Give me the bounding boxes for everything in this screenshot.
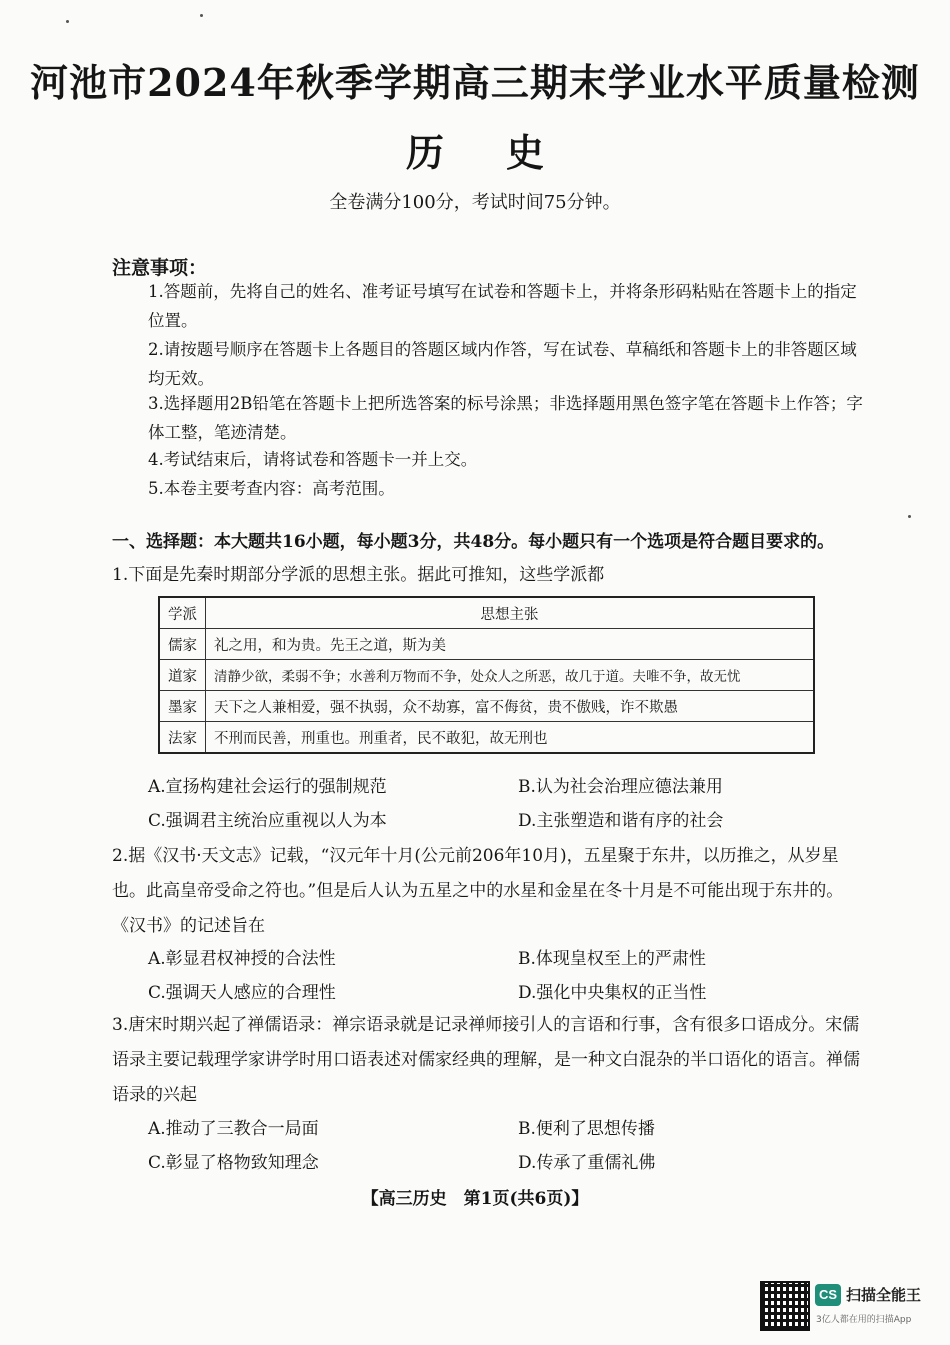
subject-title bbox=[0, 122, 950, 177]
table-cell-school: 儒家 bbox=[159, 629, 206, 660]
score-time-line: 全卷满分100分，考试时间75分钟。 bbox=[329, 192, 621, 213]
table-cell-school: 道家 bbox=[159, 660, 206, 691]
question-3-option-a: A.推动了三教合一局面 bbox=[148, 1119, 319, 1139]
table-cell-ideas: 不刑而民善，刑重也。刑重者，民不敢犯，故无刑也 bbox=[206, 722, 815, 754]
page-footer: 【高三历史 第1页(共6页)】 bbox=[361, 1189, 589, 1209]
notice-item: 5.本卷主要考查内容：高考范围。 bbox=[148, 479, 395, 498]
question-3-option-c: C.彰显了格物致知理念 bbox=[148, 1153, 319, 1173]
question-1-table bbox=[158, 596, 815, 754]
table-cell-school: 法家 bbox=[159, 722, 206, 754]
table-header-ideas: 思想主张 bbox=[206, 597, 815, 629]
question-3-option-d: D.传承了重儒礼佛 bbox=[518, 1153, 656, 1173]
question-3-stem: 3.唐宋时期兴起了禅儒语录：禅宗语录就是记录禅师接引人的言语和行事，含有很多口语成分。宋儒语录主要记载理学家讲学时用口语表述对儒家经典的理解，是一种文白混杂的半口语化的语言。禅儒语录的兴起 bbox=[112, 1015, 860, 1105]
question-2-option-b: B.体现皇权至上的严肃性 bbox=[518, 949, 706, 969]
scanner-tagline: 3亿人都在用的扫描App bbox=[816, 1315, 912, 1325]
question-1-stem: 1.下面是先秦时期部分学派的思想主张。据此可推知，这些学派都 bbox=[112, 565, 605, 585]
question-2-option-a: A.彰显君权神授的合法性 bbox=[148, 949, 336, 969]
table-row bbox=[159, 691, 814, 722]
section-heading: 一、选择题：本大题共16小题，每小题3分，共48分。每小题只有一个选项是符合题目要求的。 bbox=[112, 532, 835, 552]
scan-speck bbox=[908, 515, 911, 518]
table-row bbox=[159, 629, 814, 660]
subject-char-2: 史 bbox=[505, 130, 544, 175]
scan-speck bbox=[66, 20, 69, 23]
notice-heading: 注意事项： bbox=[112, 257, 208, 279]
question-2-option-c: C.强调天人感应的合理性 bbox=[148, 983, 336, 1003]
question-1-option-b: B.认为社会治理应德法兼用 bbox=[518, 777, 723, 797]
table-header-school: 学派 bbox=[159, 597, 206, 629]
table-header-row bbox=[159, 597, 814, 629]
question-1-option-a: A.宣扬构建社会运行的强制规范 bbox=[148, 777, 387, 797]
notice-item: 2.请按题号顺序在答题卡上各题目的答题区域内作答，写在试卷、草稿纸和答题卡上的非答题区域均无效。 bbox=[148, 340, 857, 388]
exam-title: 河池市2024年秋季学期高三期末学业水平质量检测 bbox=[30, 60, 920, 105]
question-1-option-d: D.主张塑造和谐有序的社会 bbox=[518, 811, 724, 831]
table-row bbox=[159, 722, 814, 754]
question-2-stem: 2.据《汉书·天文志》记载，“汉元年十月(公元前206年10月)，五星聚于东井，以历推之，从岁星也。此高皇帝受命之符也。”但是后人认为五星之中的水星和金星在冬十月是不可能出现于东井的。《汉书》的记述旨在 bbox=[112, 846, 844, 936]
camscanner-logo-icon: CS bbox=[815, 1284, 841, 1306]
question-1-option-c: C.强调君主统治应重视以人为本 bbox=[148, 811, 387, 831]
table-row bbox=[159, 660, 814, 691]
notice-item: 1.答题前，先将自己的姓名、准考证号填写在试卷和答题卡上，并将条形码粘贴在答题卡上的指定位置。 bbox=[148, 282, 857, 330]
question-3-option-b: B.便利了思想传播 bbox=[518, 1119, 655, 1139]
table-cell-ideas: 清静少欲，柔弱不争；水善利万物而不争，处众人之所恶，故几于道。夫唯不争，故无忧 bbox=[206, 660, 815, 691]
question-2-option-d: D.强化中央集权的正当性 bbox=[518, 983, 707, 1003]
notice-item: 3.选择题用2B铅笔在答题卡上把所选答案的标号涂黑；非选择题用黑色签字笔在答题卡上作答；字体工整，笔迹清楚。 bbox=[148, 394, 863, 442]
scanner-app-name: 扫描全能王 bbox=[846, 1286, 922, 1304]
table-cell-ideas: 礼之用，和为贵。先王之道，斯为美 bbox=[206, 629, 815, 660]
subject-char-1: 历 bbox=[405, 130, 444, 175]
notice-item: 4.考试结束后，请将试卷和答题卡一并上交。 bbox=[148, 450, 478, 469]
scan-speck bbox=[200, 14, 203, 17]
qr-code-icon bbox=[760, 1281, 810, 1331]
table-cell-school: 墨家 bbox=[159, 691, 206, 722]
table-cell-ideas: 天下之人兼相爱，强不执弱，众不劫寡，富不侮贫，贵不傲贱，诈不欺愚 bbox=[206, 691, 815, 722]
